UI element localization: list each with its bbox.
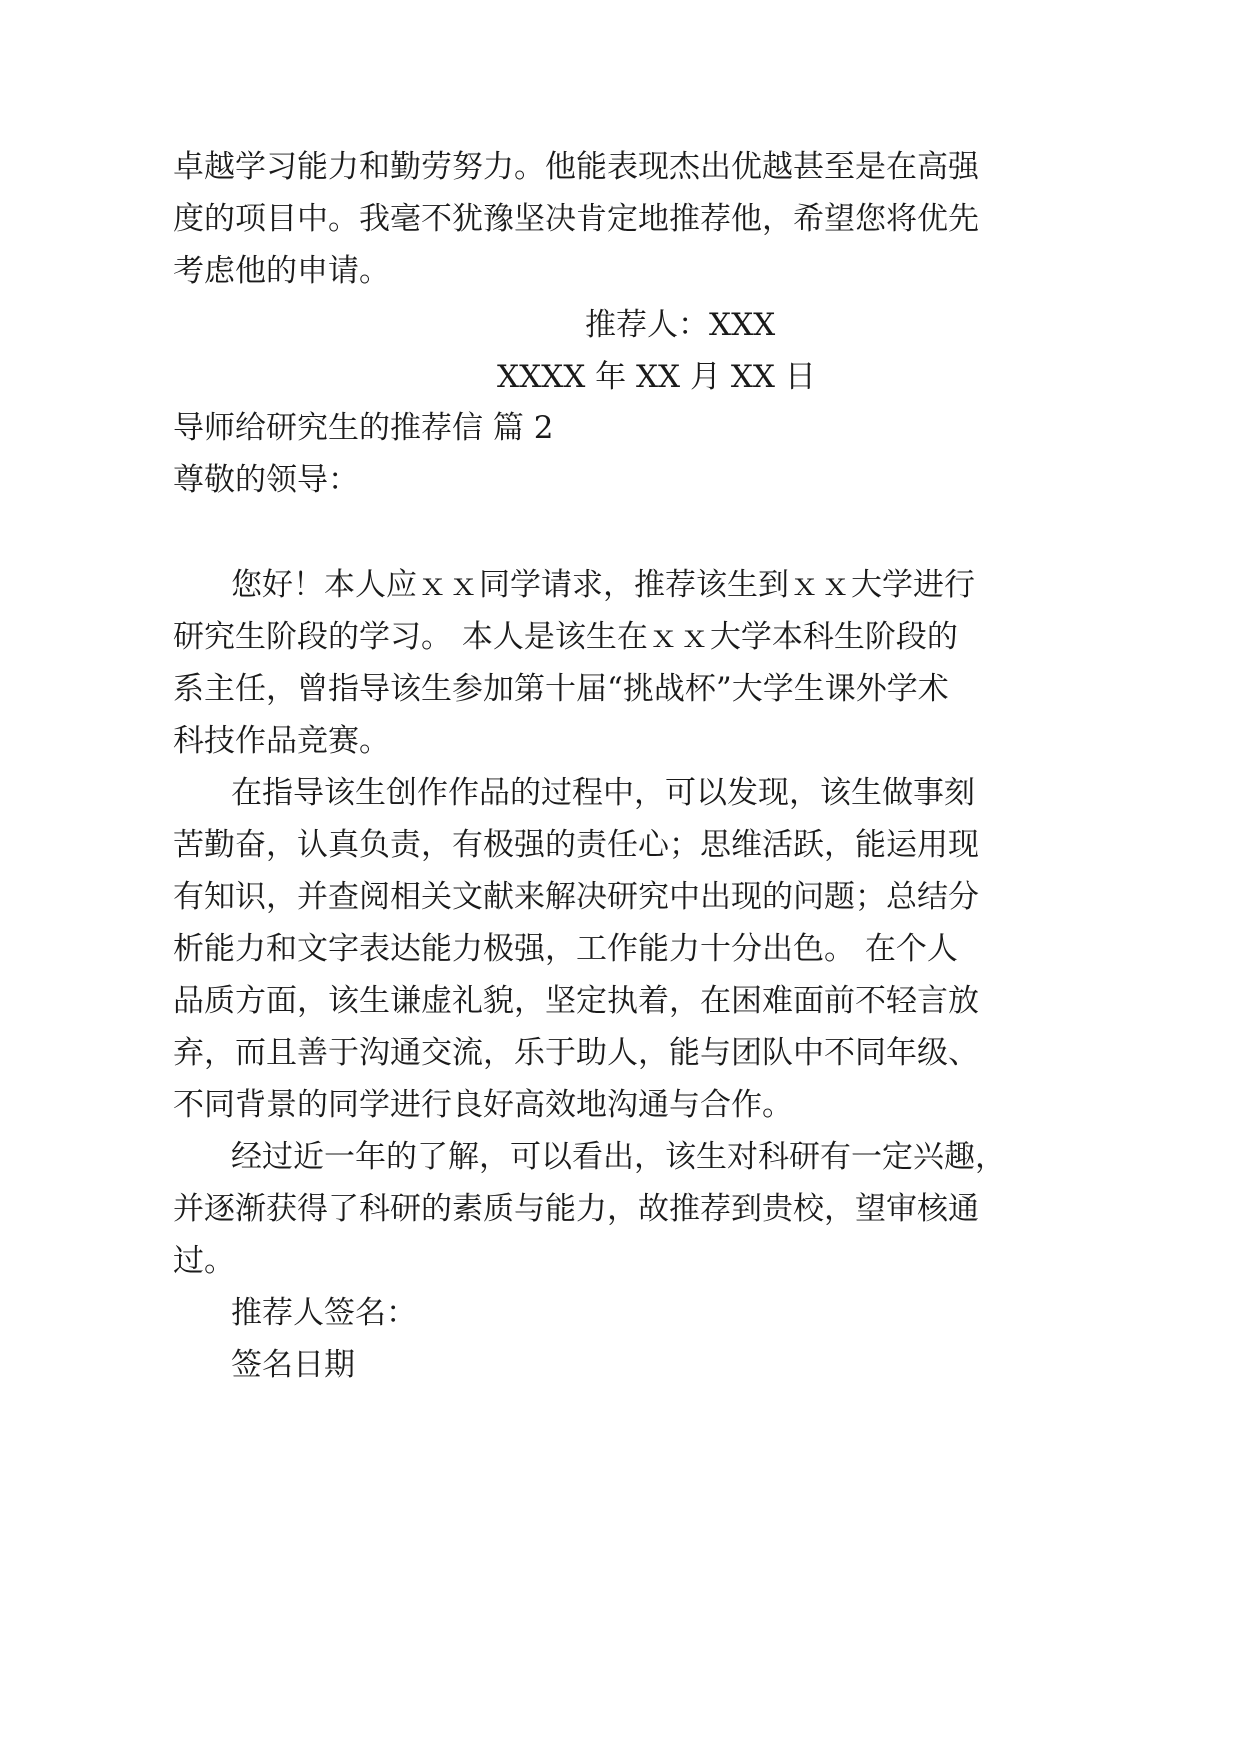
- signature-label: 推荐人签名：: [231, 1295, 417, 1331]
- paragraph-line: 研究生阶段的学习。 本人是该生在ｘｘ大学本科生阶段的: [173, 619, 958, 655]
- letter-heading: 导师给研究生的推荐信 篇 2: [173, 410, 554, 446]
- date-line: XXXX 年 XX 月 XX 日: [497, 359, 816, 395]
- body-line: 度的项目中。我毫不犹豫坚决肯定地推荐他，希望您将优先: [173, 201, 979, 237]
- paragraph-line: 苦勤奋，认真负责，有极强的责任心；思维活跃，能运用现: [173, 827, 979, 863]
- signature-line: 推荐人：XXX: [585, 307, 776, 343]
- paragraph-line: 析能力和文字表达能力极强，工作能力十分出色。 在个人: [173, 931, 958, 967]
- paragraph-line: 并逐渐获得了科研的素质与能力，故推荐到贵校，望审核通: [173, 1191, 979, 1227]
- paragraph-line: 有知识，并查阅相关文献来解决研究中出现的问题；总结分: [173, 879, 979, 915]
- body-line: 考虑他的申请。: [173, 253, 390, 289]
- paragraph-line: 您好！本人应ｘｘ同学请求，推荐该生到ｘｘ大学进行: [231, 567, 975, 603]
- paragraph-line: 科技作品竞赛。: [173, 723, 390, 759]
- date-label: 签名日期: [231, 1347, 355, 1383]
- paragraph-line: 品质方面，该生谦虚礼貌，坚定执着，在困难面前不轻言放: [173, 983, 979, 1019]
- paragraph-line: 系主任，曾指导该生参加第十届“挑战杯”大学生课外学术: [173, 671, 949, 707]
- body-line: 卓越学习能力和勤劳努力。他能表现杰出优越甚至是在高强: [173, 149, 979, 185]
- paragraph-line: 弃，而且善于沟通交流，乐于助人，能与团队中不同年级、: [173, 1035, 979, 1071]
- paragraph-line: 经过近一年的了解，可以看出，该生对科研有一定兴趣，: [231, 1139, 1006, 1175]
- paragraph-line: 在指导该生创作作品的过程中，可以发现，该生做事刻: [231, 775, 975, 811]
- paragraph-line: 不同背景的同学进行良好高效地沟通与合作。: [173, 1087, 793, 1123]
- salutation: 尊敬的领导：: [173, 462, 359, 498]
- paragraph-line: 过。: [173, 1243, 235, 1279]
